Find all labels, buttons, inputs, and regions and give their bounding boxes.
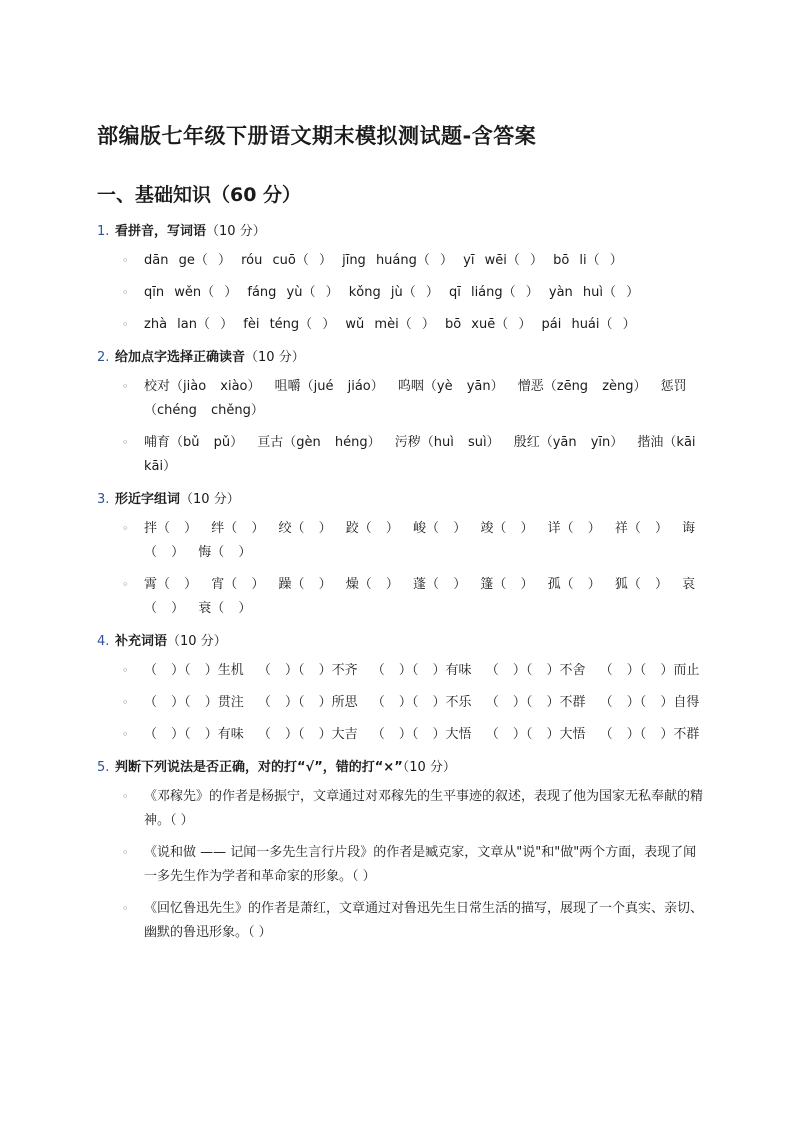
list-item bbox=[97, 313, 707, 337]
hollow-circle-bullet-icon: ◦ bbox=[122, 522, 129, 535]
list-item bbox=[97, 375, 707, 423]
question-points: （10 分） bbox=[245, 350, 305, 365]
question-number: 5. bbox=[97, 760, 110, 775]
question-heading bbox=[97, 631, 707, 653]
list-item bbox=[97, 573, 707, 621]
question-heading bbox=[97, 757, 707, 779]
question-list bbox=[97, 221, 707, 955]
list-item-text: 《回忆鲁迅先生》的作者是萧红，文章通过对鲁迅先生日常生活的描写，展现了一个真实、亲切、幽默的鲁迅形象。（ ） bbox=[144, 901, 704, 940]
hollow-circle-bullet-icon: ◦ bbox=[122, 902, 129, 915]
list-item bbox=[97, 249, 707, 273]
question-heading bbox=[97, 347, 707, 369]
list-item-text: zhà lan（ ） fèi téng（ ） wǔ mèi（ ） bō xuē（ ） pái huái（ ） bbox=[144, 317, 636, 332]
question-number: 3. bbox=[97, 492, 110, 507]
document-title: 部编版七年级下册语文期末模拟测试题-含答案 bbox=[97, 124, 537, 148]
list-item bbox=[97, 517, 707, 565]
hollow-circle-bullet-icon: ◦ bbox=[122, 846, 129, 859]
question-heading bbox=[97, 489, 707, 511]
question-number: 4. bbox=[97, 634, 110, 649]
hollow-circle-bullet-icon: ◦ bbox=[122, 728, 129, 741]
hollow-circle-bullet-icon: ◦ bbox=[122, 664, 129, 677]
hollow-circle-bullet-icon: ◦ bbox=[122, 436, 129, 449]
list-item bbox=[97, 785, 707, 833]
list-item-text: 《邓稼先》的作者是杨振宁，文章通过对邓稼先的生平事迹的叙述，表现了他为国家无私奉献的精神。（ ） bbox=[144, 789, 704, 828]
question-number: 1. bbox=[97, 224, 110, 239]
question-2 bbox=[97, 347, 707, 479]
question-1 bbox=[97, 221, 707, 337]
question-items bbox=[97, 375, 707, 479]
question-items bbox=[97, 659, 707, 747]
list-item bbox=[97, 691, 707, 715]
question-label: 判断下列说法是否正确，对的打“√”，错的打“×” bbox=[115, 760, 403, 775]
list-item-text: 《说和做 —— 记闻一多先生言行片段》的作者是臧克家，文章从"说"和"做"两个方面，表现了闻一多先生作为学者和革命家的形象。（ ） bbox=[144, 845, 697, 884]
question-heading bbox=[97, 221, 707, 243]
question-points: （10 分） bbox=[206, 224, 266, 239]
list-item bbox=[97, 431, 707, 479]
list-item-text: 霄（ ） 宵（ ） 躁（ ） 燥（ ） 蓬（ ） 篷（ ） 孤（ ） 狐（ ） 哀（ ） 衰（ ） bbox=[144, 577, 696, 616]
question-items bbox=[97, 785, 707, 945]
list-item-text: qīn wěn（ ） fáng yù（ ） kǒng jù（ ） qī liáng（ ） yàn huì（ ） bbox=[144, 285, 640, 300]
question-label: 给加点字选择正确读音 bbox=[115, 350, 246, 365]
section-heading: 一、基础知识（60 分） bbox=[97, 184, 302, 206]
list-item bbox=[97, 897, 707, 945]
question-number: 2. bbox=[97, 350, 110, 365]
question-points: （10 分） bbox=[180, 492, 240, 507]
question-4 bbox=[97, 631, 707, 747]
list-item-text: 哺育（bǔ pǔ） 亘古（gèn héng） 污秽（huì suì） 殷红（yān yīn） 揩油（kāi kāi） bbox=[144, 435, 696, 474]
list-item bbox=[97, 281, 707, 305]
list-item-text: 拌（ ） 绊（ ） 绞（ ） 跤（ ） 峻（ ） 竣（ ） 详（ ） 祥（ ） 诲（ ） 悔（ ） bbox=[144, 521, 696, 560]
question-points: （10 分） bbox=[167, 634, 227, 649]
question-5 bbox=[97, 757, 707, 945]
list-item bbox=[97, 841, 707, 889]
question-items bbox=[97, 249, 707, 337]
hollow-circle-bullet-icon: ◦ bbox=[122, 790, 129, 803]
list-item-text: （ ）（ ）有味 （ ）（ ）大吉 （ ）（ ）大悟 （ ）（ ）大悟 （ ）（ ）不群 bbox=[144, 727, 700, 742]
hollow-circle-bullet-icon: ◦ bbox=[122, 254, 129, 267]
list-item-text: （ ）（ ）贯注 （ ）（ ）所思 （ ）（ ）不乐 （ ）（ ）不群 （ ）（ ）自得 bbox=[144, 695, 700, 710]
list-item bbox=[97, 723, 707, 747]
list-item bbox=[97, 659, 707, 683]
question-label: 看拼音，写词语 bbox=[115, 224, 207, 239]
hollow-circle-bullet-icon: ◦ bbox=[122, 696, 129, 709]
list-item-text: 校对（jiào xiào） 咀嚼（jué jiáo） 呜咽（yè yān） 憎恶（zēng zèng） 惩罚（chéng chěng） bbox=[144, 379, 687, 418]
question-points: （10 分） bbox=[402, 760, 456, 775]
question-label: 形近字组词 bbox=[115, 492, 181, 507]
question-label: 补充词语 bbox=[115, 634, 168, 649]
question-3 bbox=[97, 489, 707, 621]
hollow-circle-bullet-icon: ◦ bbox=[122, 578, 129, 591]
hollow-circle-bullet-icon: ◦ bbox=[122, 318, 129, 331]
list-item-text: dān ge（ ） róu cuō（ ） jīng huáng（ ） yī wēi（ ） bō li（ ） bbox=[144, 253, 623, 268]
hollow-circle-bullet-icon: ◦ bbox=[122, 286, 129, 299]
list-item-text: （ ）（ ）生机 （ ）（ ）不齐 （ ）（ ）有味 （ ）（ ）不舍 （ ）（ ）而止 bbox=[144, 663, 700, 678]
question-items bbox=[97, 517, 707, 621]
hollow-circle-bullet-icon: ◦ bbox=[122, 380, 129, 393]
